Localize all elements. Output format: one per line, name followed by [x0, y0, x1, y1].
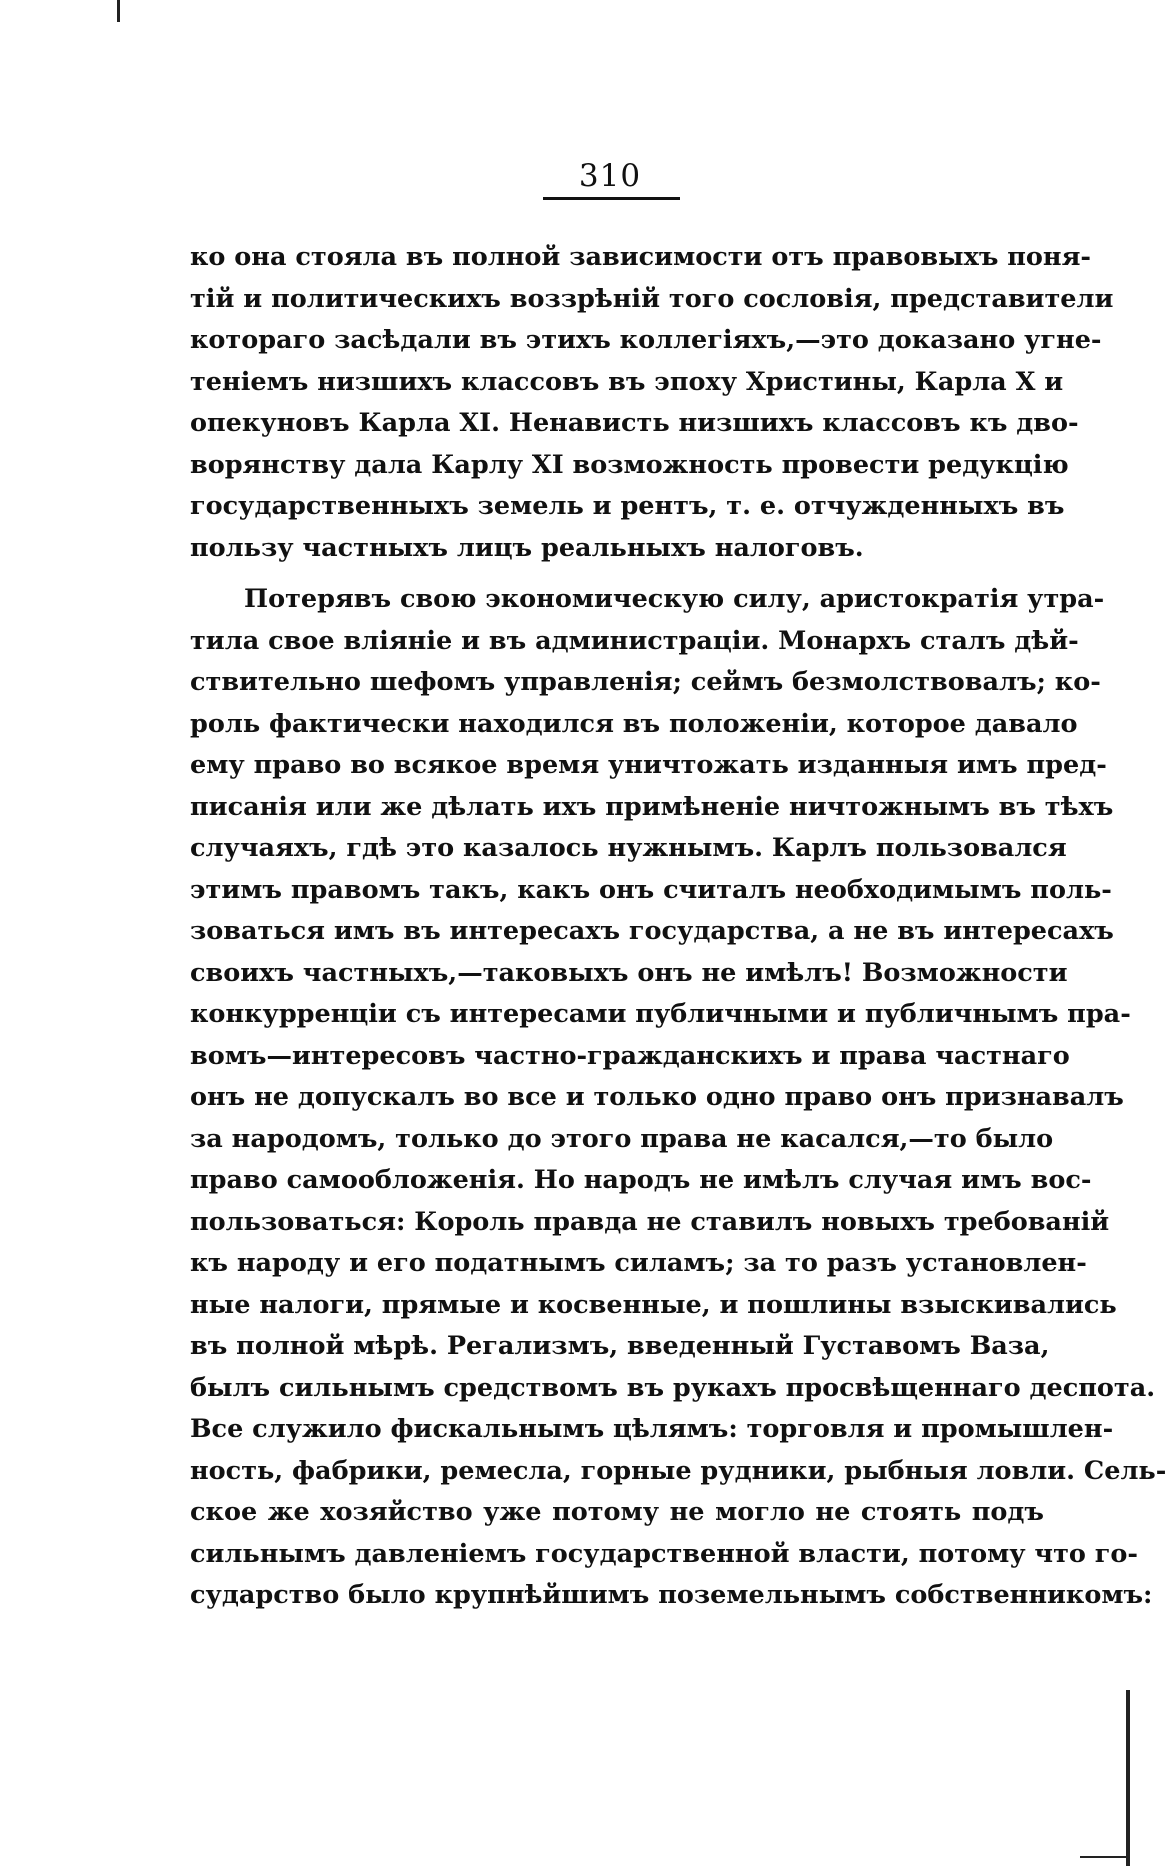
scan-edge-mark — [117, 0, 120, 22]
text-line: пользу частныхъ лицъ реальныхъ налоговъ. — [190, 532, 864, 563]
body-text — [190, 237, 1166, 1617]
text-line: пользоваться: Король правда не ставилъ новыхъ требованій — [190, 1206, 1110, 1237]
text-line: ные налоги, прямые и косвенные, и пошлины взыскивались — [190, 1289, 1117, 1320]
text-line: ское же хозяйство уже потому не могло не стоять подъ — [190, 1497, 1044, 1527]
text-line: тила свое вліяніе и въ администраціи. Монархъ сталъ дѣй- — [190, 625, 1079, 656]
text-line: своихъ частныхъ,—таковыхъ онъ не имѣлъ! Возможности — [190, 957, 1068, 988]
text-line: теніемъ низшихъ классовъ въ эпоху Христины, Карла X и — [190, 366, 1064, 397]
text-line: вомъ—интересовъ частно-гражданскихъ и права частнаго — [190, 1040, 1070, 1071]
text-line: ность, фабрики, ремесла, горные рудники, рыбныя ловли. Сель- — [190, 1455, 1166, 1486]
text-line: этимъ правомъ такъ, какъ онъ считалъ необходимымъ поль- — [190, 874, 1112, 905]
paragraph-1 — [190, 237, 1114, 569]
text-line: зоваться имъ въ интересахъ государства, а не въ интересахъ — [190, 916, 1114, 946]
text-line: за народомъ, только до этого права не касался,—то было — [190, 1123, 1054, 1154]
text-line: случаяхъ, гдѣ это казалось нужнымъ. Карлъ пользовался — [190, 833, 1067, 863]
page-number: 310 — [578, 158, 642, 194]
text-line: сильнымъ давленіемъ государственной власти, потому что го- — [190, 1538, 1138, 1569]
scan-edge-mark — [1080, 1856, 1130, 1858]
paragraph-gap — [190, 569, 1044, 579]
paragraph-2 — [190, 579, 1166, 1617]
text-line: Все служило фискальнымъ цѣлямъ: торговля и промышлен- — [190, 1414, 1114, 1444]
text-line: въ полной мѣрѣ. Регализмъ, введенный Густавомъ Ваза, — [190, 1331, 1050, 1361]
text-line: онъ не допускалъ во все и только одно право онъ признавалъ — [190, 1082, 1124, 1112]
text-line: тій и политическихъ воззрѣній того сословія, представители — [190, 283, 1114, 314]
text-line: право самообложенія. Но народъ не имѣлъ случая имъ вос- — [190, 1165, 1092, 1195]
text-line: роль фактически находился въ положеніи, которое давало — [190, 708, 1078, 739]
text-line: писанія или же дѣлать ихъ примѣненіе ничтожнымъ въ тѣхъ — [190, 791, 1114, 822]
text-line: ему право во всякое время уничтожать изданныя имъ пред- — [190, 750, 1107, 780]
scan-edge-mark — [1126, 1690, 1130, 1866]
text-line: опекуновъ Карла XI. Ненависть низшихъ классовъ къ дво- — [190, 408, 1079, 438]
text-line: къ народу и его податнымъ силамъ; за то разъ установлен- — [190, 1248, 1087, 1278]
page-number-rule — [543, 197, 680, 200]
text-line: ствительно шефомъ управленія; сеймъ безмолствовалъ; ко- — [190, 667, 1101, 697]
text-line: ворянству дала Карлу XI возможность провести редукцію — [190, 449, 1069, 480]
text-line: былъ сильнымъ средствомъ въ рукахъ просвѣщеннаго деспота. — [190, 1372, 1156, 1403]
text-line: сударство было крупнѣйшимъ поземельнымъ собственникомъ: — [190, 1580, 1153, 1610]
text-line: конкурренціи съ интересами публичными и публичнымъ пра- — [190, 999, 1131, 1029]
text-line: Потерявъ свою экономическую силу, аристократія утра- — [244, 584, 1105, 614]
text-line: ко она стояла въ полной зависимости отъ правовыхъ поня- — [190, 242, 1092, 272]
text-line: котораго засѣдали въ этихъ коллегіяхъ,—это доказано угне- — [190, 325, 1102, 355]
text-line: государственныхъ земель и рентъ, т. е. отчужденныхъ въ — [190, 491, 1065, 521]
